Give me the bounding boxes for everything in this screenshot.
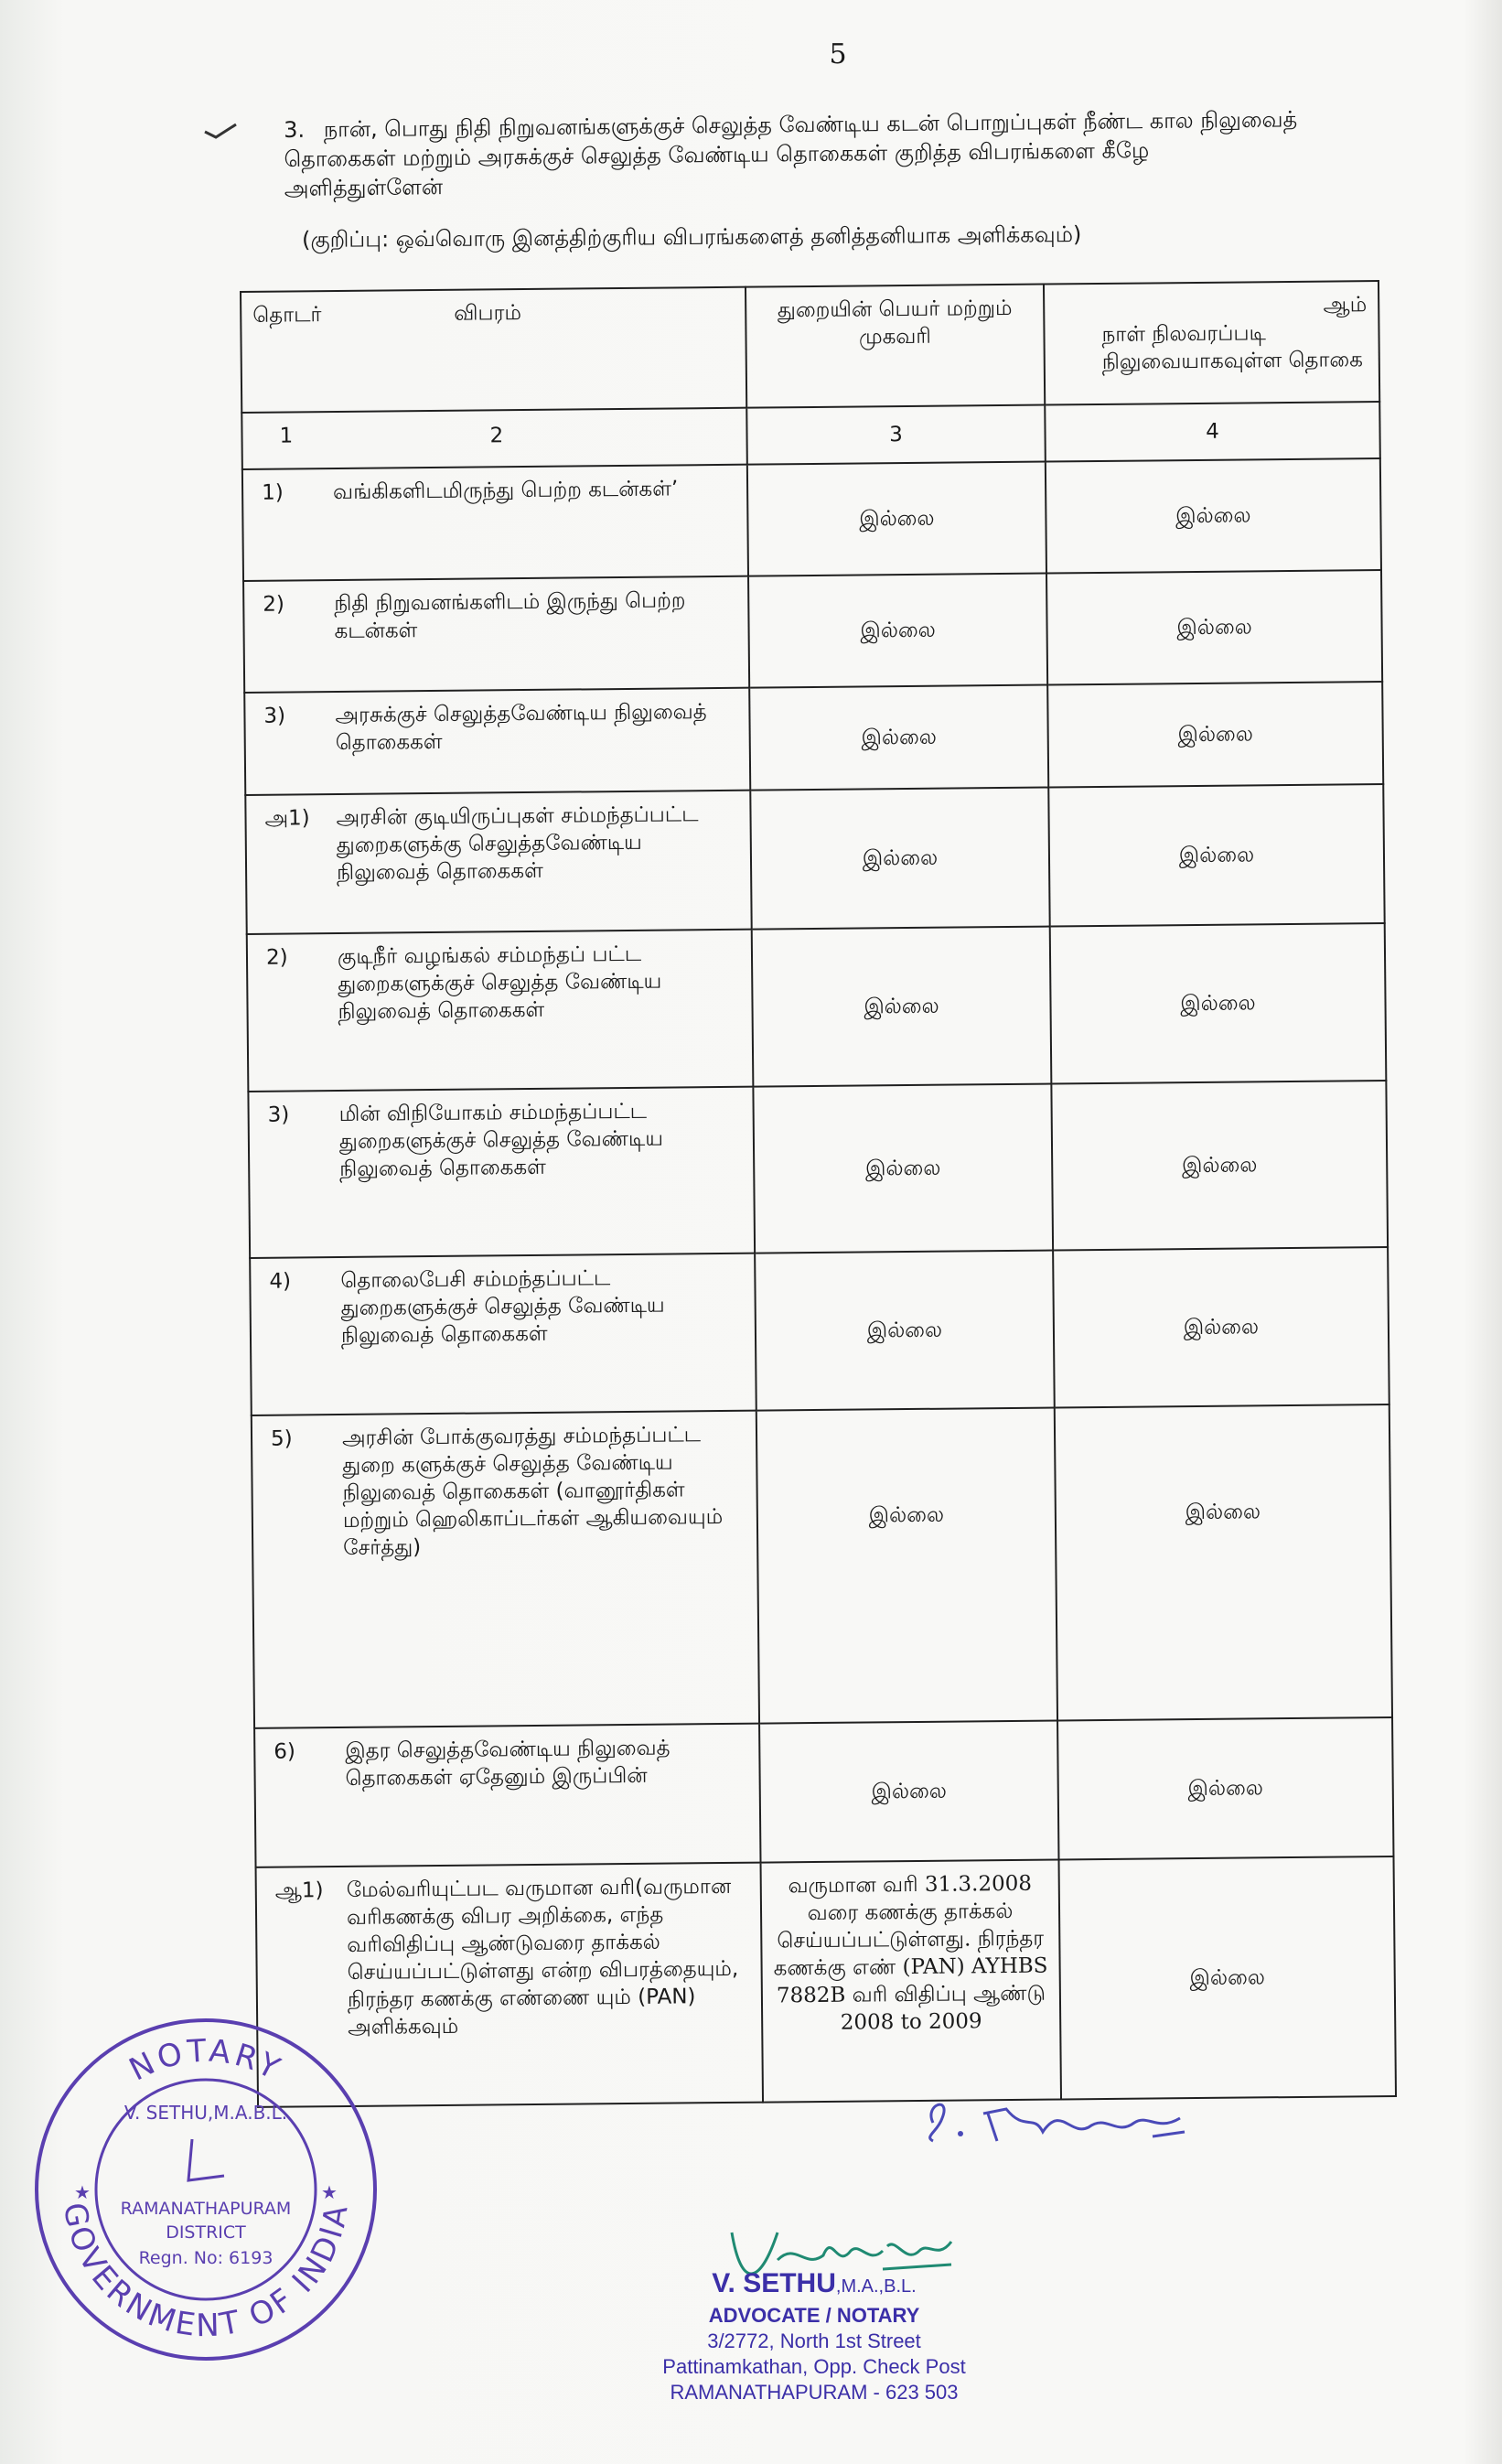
row-detail: இதர செலுத்தவேண்டிய நிலுவைத் தொகைகள் ஏதேனும் இருப்பின் (345, 1736, 671, 1791)
notary-address-1: 3/2772, North 1st Street (707, 2330, 921, 2352)
row-balance: இல்லை (1058, 1856, 1395, 2100)
row-detail: மேல்வரியுட்பட வருமான வரி(வருமான வரிகணக்கு விபர அறிக்கை, எந்த வரிவிதிப்பு ஆண்டுவரை தாக்கல் செய்யப்பட்டுள்ளது என்ற விபரத்தையும், நிரந்தர கணக்கு எண்ணை யும் (PAN) அளிக்கவும் (346, 1874, 739, 2039)
row-department: இல்லை (753, 1084, 1053, 1254)
notary-address-2: Pattinamkathan, Opp. Check Post (662, 2355, 966, 2378)
row-detail: மின் விநியோகம் சம்மந்தப்பட்ட துறைகளுக்குச் செலுத்த வேண்டிய நிலுவைத் தொகைகள் (338, 1099, 664, 1181)
intro-number: 3. (284, 116, 306, 143)
stamp-bottom-text: GOVERNMENT OF INDIA (55, 2200, 356, 2345)
row-detail: அரசின் குடியிருப்புகள் சம்மந்தப்பட்ட துறைகளுக்கு செலுத்தவேண்டிய நிலுவைத் தொகைகள் (336, 802, 699, 886)
notary-qualification: ,M.A.,B.L. (835, 2276, 917, 2297)
notary-name: V. SETHU (712, 2268, 836, 2298)
row-balance: இல்லை (1046, 458, 1381, 574)
table-row (248, 1081, 1388, 1258)
row-department: இல்லை (759, 1720, 1058, 1862)
header-serial: தொடர் (252, 303, 322, 328)
row-detail: நிதி நிறுவனங்களிடம் இருந்து பெற்ற கடன்கள் (334, 588, 686, 644)
handwritten-signature (915, 2086, 1207, 2159)
row-department: இல்லை (755, 1251, 1055, 1411)
row-label: 4) (269, 1269, 292, 1294)
row-detail: குடிநீர் வழங்கல் சம்மந்தப் பட்ட துறைகளுக்குச் செலுத்த வேண்டிய நிலுவைத் தொகைகள் (337, 941, 662, 1025)
row-label: 6) (274, 1739, 296, 1764)
row-balance: இல்லை (1050, 923, 1387, 1084)
row-label: ஆ1) (274, 1878, 324, 1903)
table-row (244, 682, 1383, 795)
stamp-star-icon: ★ (321, 2181, 338, 2203)
colnum-4: 4 (1045, 402, 1380, 462)
row-balance: இல்லை (1053, 1247, 1389, 1408)
note-text: (குறிப்பு: ஒவ்வொரு இனத்திற்குரிய விபரங்களைத் தனித்தனியாக அளிக்கவும்) (302, 221, 1082, 253)
notary-address-3: RAMANATHAPURAM - 623 503 (670, 2381, 959, 2404)
intro-text: நான், பொது நிதி நிறுவனங்களுக்குச் செலுத்த வேண்டிய கடன் பொறுப்புகள் நீண்ட கால நிலுவைத் தொகைகள் மற்றும் அரசுக்குச் செலுத்த வேண்டிய தொகைகள் குறித்த விபரங்களை கீழே அளித்துள்ளேன் (284, 106, 1298, 201)
row-department-tax: வருமான வரி 31.3.2008 வரை கணக்கு தாக்கல் செய்யப்பட்டுள்ளது. நிரந்தர கணக்கு எண் (PAN) AYHBS 7882B வரி விதிப்பு ஆண்டு 2008 to 2009 (761, 1859, 1061, 2102)
header-department: துறையின் பெயர் மற்றும் முகவரி (746, 285, 1045, 408)
row-detail: வங்கிகளிடமிருந்து பெற்ற கடன்கள்’ (332, 477, 679, 505)
row-department: இல்லை (750, 788, 1049, 930)
row-label: 1) (261, 480, 284, 505)
table-row (250, 1247, 1389, 1415)
notary-title: ADVOCATE / NOTARY (708, 2304, 920, 2327)
table-row (247, 923, 1387, 1092)
stamp-name: V. SETHU,M.A.B.L. (123, 2102, 288, 2124)
page-number: 5 (829, 38, 847, 70)
colnum-1: 1 (279, 424, 294, 448)
row-balance: இல்லை (1057, 1717, 1393, 1860)
row-detail: அரசுக்குச் செலுத்தவேண்டிய நிலுவைத் தொகைகள் (335, 700, 707, 756)
row-label: 3) (267, 1103, 290, 1127)
row-balance: இல்லை (1048, 784, 1384, 927)
notary-address-block (631, 2267, 997, 2405)
header-balance (1044, 281, 1379, 405)
row-detail: அரசின் போக்குவரத்து சம்மந்தப்பட்ட துறை களுக்குச் செலுத்த வேண்டிய நிலுவைத் தொகைகள் (வானூர்திகள் மற்றும் ஹெலிகாப்டர்கள் ஆகியவையும் சேர்த்து) (341, 1423, 724, 1560)
table-row (252, 1404, 1392, 1728)
row-balance: இல்லை (1046, 570, 1382, 685)
colnum-1-2 (241, 408, 747, 469)
row-detail: தொலைபேசி சம்மந்தப்பட்ட துறைகளுக்குச் செலுத்த வேண்டிய நிலுவைத் தொகைகள் (340, 1266, 665, 1348)
table-header-row (241, 281, 1379, 413)
row-label: 5) (270, 1426, 293, 1451)
tick-mark-icon (203, 121, 240, 143)
colnum-3: 3 (746, 405, 1046, 465)
header-balance-line1: ஆம் (1323, 293, 1368, 317)
row-department: இல்லை (756, 1408, 1057, 1724)
notary-name-line (631, 2267, 997, 2303)
row-department: இல்லை (747, 462, 1046, 576)
stamp-star-icon: ★ (74, 2181, 91, 2203)
liabilities-table (240, 280, 1397, 2108)
row-label: 3) (263, 704, 286, 728)
notary-stamp (27, 2011, 384, 2368)
row-balance: இல்லை (1055, 1404, 1392, 1720)
stamp-district-line1: RAMANATHAPURAM (120, 2199, 292, 2219)
stamp-regn: Regn. No: 6193 (138, 2248, 274, 2268)
row-department: இல்லை (748, 574, 1047, 688)
header-serial-detail (241, 287, 746, 413)
row-label: அ1) (264, 806, 310, 831)
table-row (243, 570, 1382, 693)
table-row (245, 784, 1384, 934)
stamp-district-line2: DISTRICT (166, 2222, 246, 2243)
colnum-2: 2 (489, 424, 504, 448)
header-detail: விபரம் (454, 301, 522, 326)
table-row (254, 1717, 1393, 1867)
intro-paragraph (284, 104, 1309, 203)
table-row (242, 458, 1381, 581)
row-balance: இல்லை (1051, 1081, 1388, 1251)
table-row (256, 1856, 1396, 2107)
row-label: 2) (265, 945, 288, 970)
stamp-signature-mark (188, 2139, 224, 2180)
row-label: 2) (263, 592, 285, 617)
header-balance-line2: நாள் நிலவரப்படி நிலுவையாகவுள்ள தொகை (1101, 321, 1364, 374)
row-department: இல்லை (749, 685, 1048, 791)
stamp-top-text: NOTARY (123, 2032, 289, 2089)
row-department: இல்லை (752, 927, 1052, 1087)
row-balance: இல்லை (1047, 682, 1383, 788)
